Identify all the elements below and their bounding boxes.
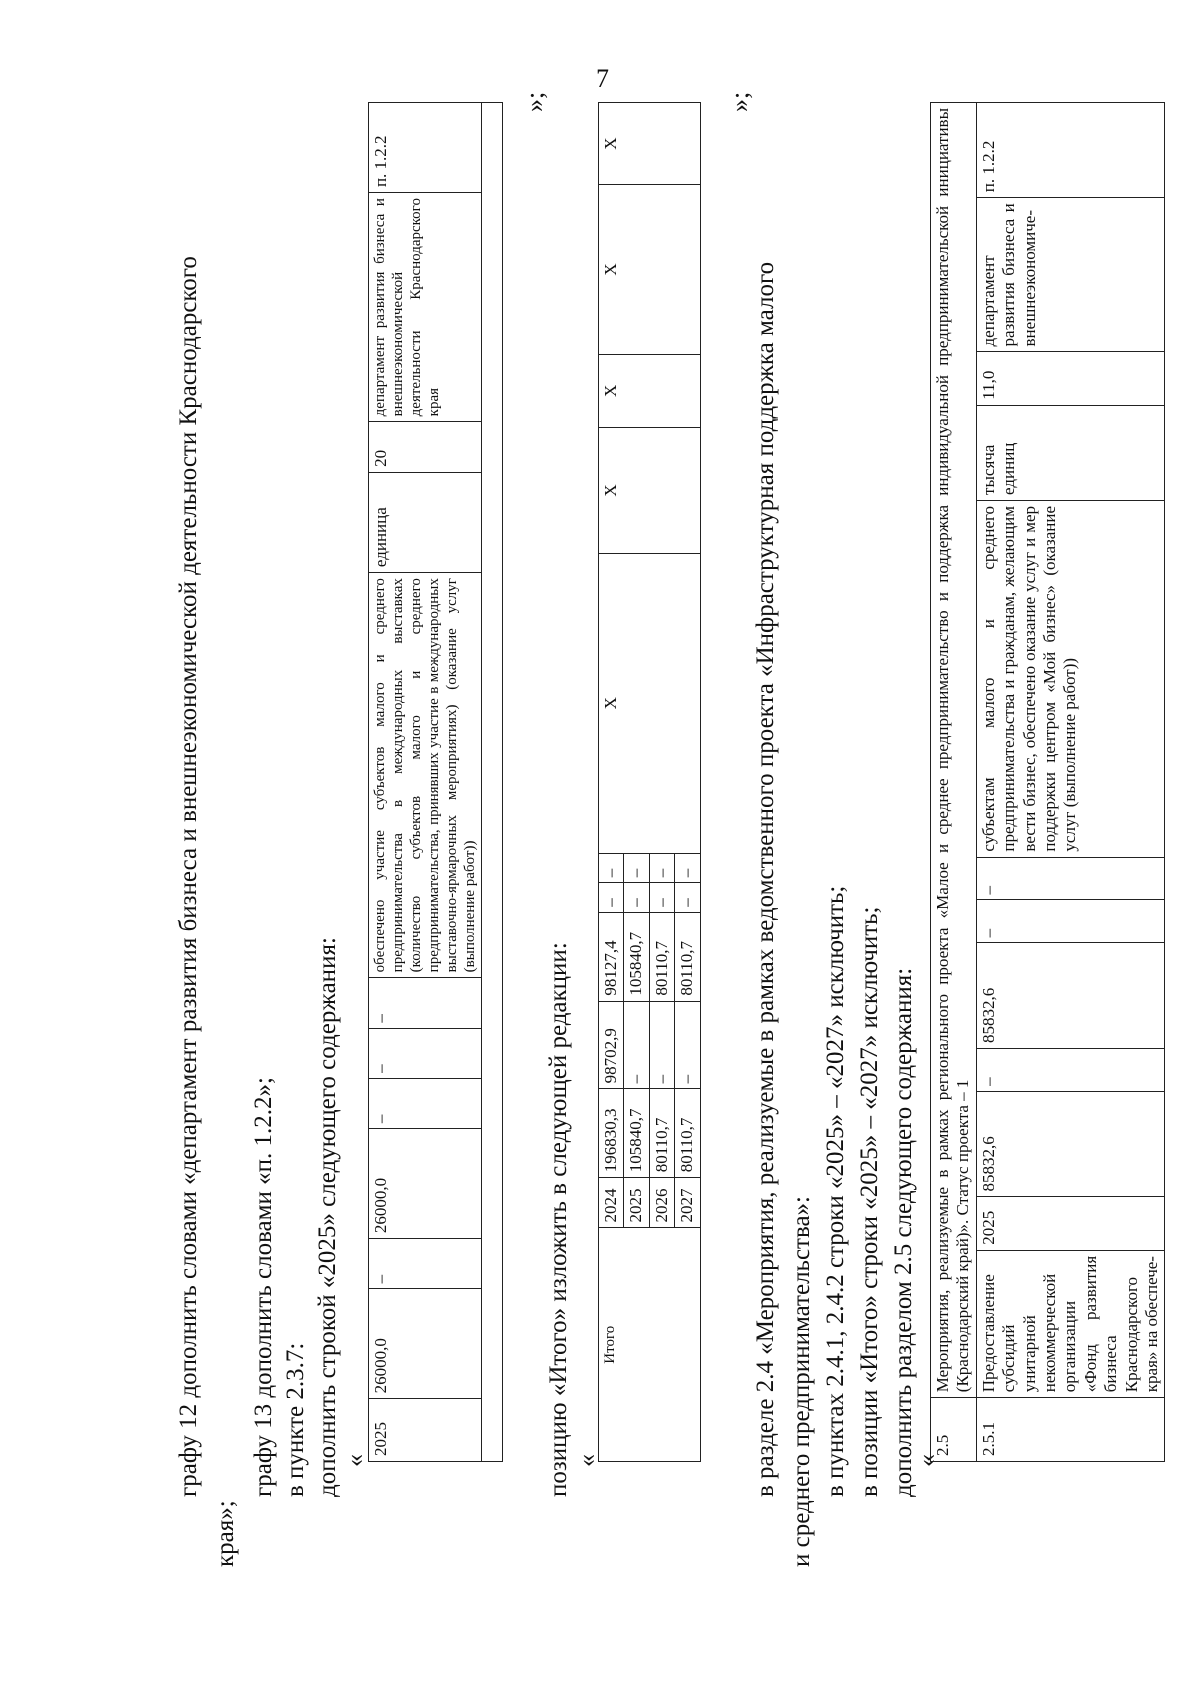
page-number: 7: [596, 64, 609, 93]
t2-cell: 98702,9: [599, 1001, 624, 1089]
open-quote-2: «: [572, 1454, 601, 1467]
t2-cell: –: [599, 883, 624, 913]
t1-c5: –: [369, 978, 482, 1028]
text-line-2: края»;: [212, 1500, 239, 1567]
t2-cell: 105840,7: [624, 1089, 649, 1178]
t3-year: 2025: [976, 1197, 1165, 1250]
close-quote-1: »;: [520, 91, 549, 112]
table-itogo: [598, 102, 701, 1462]
t2-cell: –: [624, 853, 649, 883]
t2-cell: 196830,3: [599, 1089, 624, 1178]
t3-row-num: 2.5.1: [976, 1398, 1165, 1462]
t2-cell: –: [624, 883, 649, 913]
t1-c4: –: [369, 1028, 482, 1078]
t2-x3: Х: [599, 354, 701, 428]
t3-ref: п. 1.2.2: [976, 103, 1165, 198]
t2-cell: –: [675, 853, 700, 883]
t1-c3: –: [369, 1078, 482, 1128]
t2-cell: 98127,4: [599, 912, 624, 1001]
t2-cell: 80110,7: [675, 1089, 700, 1178]
t3-c2: 85832,6: [976, 943, 1165, 1049]
text-line-7: в разделе 2.4 «Мероприятия, реализуемые в рамках ведомственного проекта «Инфраструктурная поддержка малого: [752, 261, 779, 1497]
t2-cell: –: [649, 853, 674, 883]
t3-total: 85832,6: [976, 1091, 1165, 1197]
text-line-6: позицию «Итого» изложить в следующей редакции:: [545, 942, 572, 1497]
t3-unit: тысяча единиц: [976, 405, 1165, 500]
t3-c4: –: [976, 857, 1165, 900]
text-line-4: в пункте 2.3.7:: [282, 1342, 309, 1497]
table-addition-2025: [368, 102, 503, 1462]
t3-result: субъектам малого и среднего предпринимательства и гражданам, желающим вести бизнес, обеспечено оказание услуг и мер поддержки центром «Мой бизнес» (оказание услуг (выполнение работ)): [976, 500, 1165, 857]
t2-cell: 80110,7: [649, 912, 674, 1001]
text-line-11: дополнить разделом 2.5 следующего содержания:: [890, 967, 917, 1497]
t1-executor: департамент развития бизнеса и внешнеэкономической деятельности Краснодарского края: [369, 193, 482, 422]
text-line-5: дополнить строкой «2025» следующего содержания:: [314, 937, 341, 1497]
open-quote-3: «: [912, 1454, 941, 1467]
t2-cell: 80110,7: [675, 912, 700, 1001]
t2-cell: 80110,7: [649, 1089, 674, 1178]
t2-year-2026: 2026: [649, 1178, 674, 1228]
close-quote-2: »;: [725, 91, 754, 112]
t2-cell: –: [675, 883, 700, 913]
t3-c1: –: [976, 1048, 1165, 1091]
text-line-10: в позиции «Итого» строки «2025» – «2027» исключить;: [856, 906, 883, 1497]
table-section-2-5: [930, 102, 1165, 1462]
t3-executor: департамент развития бизнеса и внешнеэкономиче-: [976, 198, 1165, 352]
t2-x5: Х: [599, 103, 701, 185]
t2-x2: Х: [599, 428, 701, 554]
text-line-1: графу 12 дополнить словами «департамент развития бизнеса и внешнеэкономической деятельности Краснодарского: [175, 256, 202, 1497]
t2-cell: –: [649, 883, 674, 913]
t2-itogo-label: Итого: [599, 1228, 701, 1462]
t1-ref: п. 1.2.2: [369, 103, 482, 193]
t3-c3: –: [976, 900, 1165, 943]
t2-x1: Х: [599, 553, 701, 853]
t2-year-2025: 2025: [624, 1178, 649, 1228]
t2-cell: –: [649, 1001, 674, 1089]
t2-cell: –: [675, 1001, 700, 1089]
t2-year-2027: 2027: [675, 1178, 700, 1228]
t2-x4: Х: [599, 185, 701, 354]
t2-cell: –: [599, 853, 624, 883]
text-line-3: графу 13 дополнить словами «п. 1.2.2»;: [250, 1077, 277, 1497]
t1-c1: –: [369, 1239, 482, 1289]
t1-result: обеспечено участие субъектов малого и среднего предпринимательства в международных выставках (количество субъектов малого и среднего предпринимательства, принявших участие в международных выставочно-ярмарочных мероприятиях) (оказание услуг (выполнение работ)): [369, 573, 482, 978]
t3-section-title: Мероприятия, реализуемые в рамках регионального проекта «Малое и среднее предпринимательство и поддержка индивидуальной предпринимательской инициативы (Краснодарский край)». Статус проекта – 1: [931, 103, 977, 1398]
t1-value: 20: [369, 422, 482, 472]
t2-cell: –: [624, 1001, 649, 1089]
t1-unit: единица: [369, 472, 482, 572]
t1-year: 2025: [369, 1399, 482, 1462]
t3-value: 11,0: [976, 352, 1165, 405]
t3-section-num: 2.5: [931, 1398, 977, 1462]
t2-cell: 105840,7: [624, 912, 649, 1001]
text-line-9: в пунктах 2.4.1, 2.4.2 строки «2025» – «2027» исключить;: [822, 885, 849, 1497]
text-line-8: и среднего предпринимательства»:: [788, 1196, 815, 1567]
t1-total: 26000,0: [369, 1289, 482, 1399]
t2-year-2024: 2024: [599, 1178, 624, 1228]
t1-c2: 26000,0: [369, 1129, 482, 1239]
t3-row-desc: Предоставление субсидий унитарной некоммерческой организации «Фонд развития бизнеса Краснодарского края» на обеспече-: [976, 1250, 1165, 1397]
open-quote-1: «: [340, 1454, 369, 1467]
